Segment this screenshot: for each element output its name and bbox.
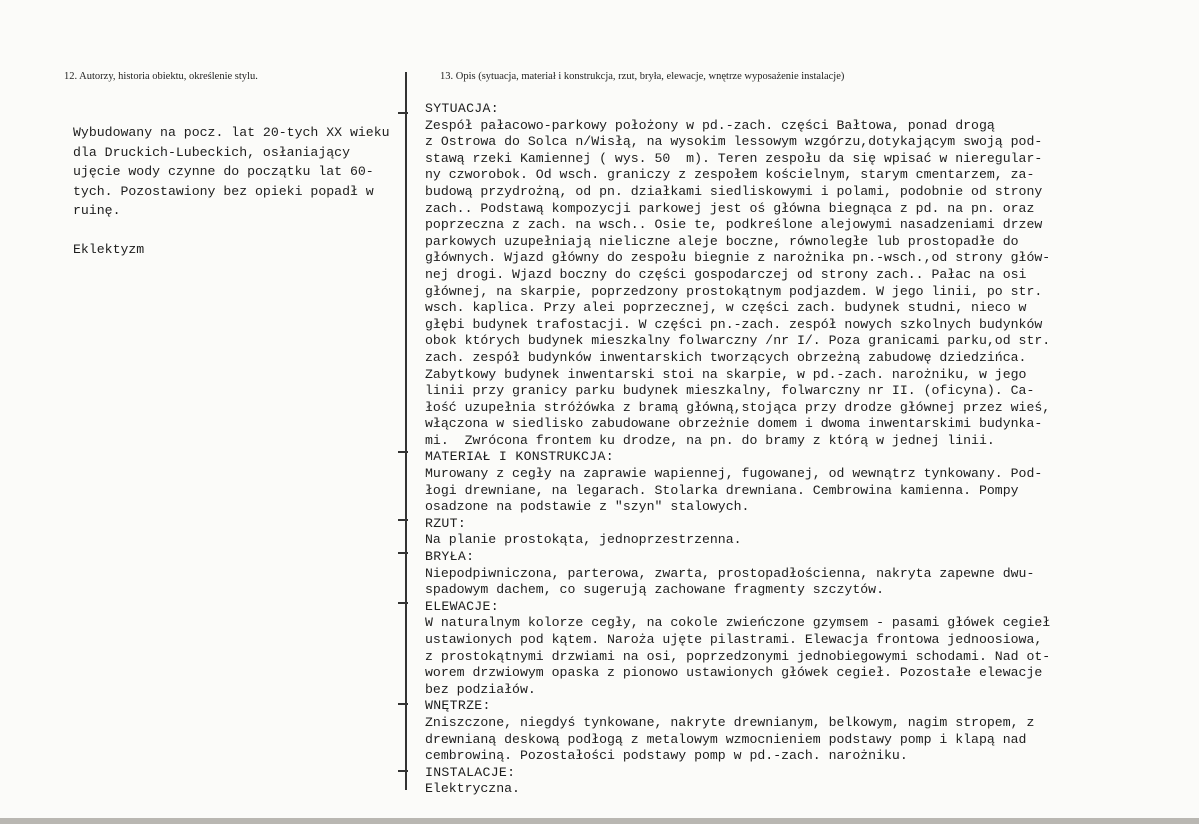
description-line: włączona w siedlisko zabudowane obrzeżnie domem i dwoma inwentarskimi budynka- (425, 416, 1043, 432)
section-tick-material (398, 451, 408, 453)
description-line: spadowym dachem, co sugerują zachowane fragmenty szczytów. (425, 582, 884, 598)
description-line: drewnianą deskową podłogą z metalowym wzmocnieniem podstawy pomp i klapą nad (425, 731, 1027, 747)
description-line: Na planie prostokąta, jednoprzestrzenna. (425, 532, 742, 548)
description-line: z prostokątnymi drzwiami na osi, poprzedzonymi jednobiegowymi schodami. Nad ot- (425, 648, 1051, 664)
section-label: RZUT: (425, 515, 467, 531)
description-line: osadzone na podstawie z "szyn" stalowych. (425, 499, 750, 515)
section-tick-rzut (398, 519, 408, 521)
history-column (73, 123, 391, 279)
section-label: WNĘTRZE: (425, 698, 491, 714)
description-line: z Ostrowa do Solca n/Wisłą, na wysokim lessowym wzgórzu,dotykającym swoją pod- (425, 134, 1043, 150)
description-line: nej drogi. Wjazd boczny do części gospodarczej od strony zach.. Pałac na osi (425, 266, 1027, 282)
history-paragraph: Wybudowany na pocz. lat 20-tych XX wieku dla Druckich-Lubeckich, osłaniający ujęcie wody czynne do początku lat 60-tych. Pozostawiony bez opieki popadł w ruinę. (73, 125, 390, 218)
description-line: W naturalnym kolorze cegły, na cokole zwieńczone gzymsem - pasami główek cegieł (425, 615, 1051, 631)
section-label: ELEWACJE: (425, 598, 499, 614)
section-12-heading: 12. Autorzy, historia obiektu, określenie stylu. (64, 71, 258, 82)
description-line: Murowany z cegły na zaprawie wapiennej, fugowanej, od wewnątrz tynkowany. Pod- (425, 466, 1043, 482)
description-line: wsch. kaplica. Przy alei poprzecznej, w części zach. budynek studni, nieco w (425, 300, 1027, 316)
section-tick-wnetrze (398, 703, 408, 705)
description-line: Zespół pałacowo-parkowy położony w pd.-zach. części Bałtowa, ponad drogą (425, 117, 995, 133)
section-tick-bryla (398, 552, 408, 554)
description-line: ustawionych pod kątem. Naroża ujęte pilastrami. Elewacja frontowa jednoosiowa, (425, 632, 1043, 647)
section-label: MATERIAŁ I KONSTRUKCJA: (425, 449, 614, 465)
section-tick-sytuacja (398, 112, 408, 114)
description-line: parkowych uzupełniają nieliczne aleje boczne, równoległe lub prostopadłe do (425, 233, 1019, 249)
description-line: głębi budynek trafostacji. W części pn.-zach. zespół nowych szkolnych budynków (425, 316, 1043, 332)
description-line: mi. Zwrócona frontem ku drodze, na pn. do bramy z którą w jednej linii. (425, 432, 995, 448)
description-line: zach. zespół budynków inwentarskich tworzących obrzeżną zabudowę dziedzińca. (425, 349, 1027, 365)
description-line: głównej, na skarpie, poprzedzony prostokątnym podjazdem. W jego linii, po str. (425, 283, 1043, 299)
description-line: obok których budynek mieszkalny folwarczny /nr I/. Poza granicami parku,od str. (425, 333, 1051, 349)
section-13-heading: 13. Opis (sytuacja, materiał i konstrukcja, rzut, bryła, elewacje, wnętrze wyposażenie instalacje) (440, 71, 845, 82)
description-line: głównych. Wjazd główny do zespołu biegnie z narożnika pn.-wsch.,od strony głów- (425, 250, 1051, 266)
section-label: SYTUACJA: (425, 101, 499, 116)
column-divider (405, 72, 407, 790)
section-tick-elewacje (398, 602, 408, 604)
section-label: BRYŁA: (425, 549, 475, 565)
section-label: INSTALACJE: (425, 764, 516, 780)
description-line: budową przydrożną, od pn. działkami siedliskowymi i polami, podobnie od strony (425, 183, 1043, 199)
description-line: stawą rzeki Kamiennej ( wys. 50 m). Teren zespołu da się wpisać w nieregular- (425, 150, 1043, 166)
description-line: cembrowiną. Pozostałości podstawy pomp w pd.-zach. narożniku. (425, 748, 908, 764)
description-line: Elektryczna. (425, 781, 520, 797)
scan-edge (0, 818, 1199, 824)
section-tick-instalacje (398, 770, 408, 772)
description-line: Zniszczone, niegdyś tynkowane, nakryte drewnianym, belkowym, nagim stropem, z (425, 714, 1035, 730)
description-line: bez podziałów. (425, 681, 536, 697)
description-line: Zabytkowy budynek inwentarski stoi na skarpie, w pd.-zach. narożniku, w jego (425, 366, 1027, 382)
description-line: łość uzupełnia stróżówka z bramą główną,stojąca przy drodze głównej przez wieś, (425, 399, 1051, 415)
description-line: ny czworobok. Od wsch. graniczy z zespołem kościelnym, starym cmentarzem, za- (425, 167, 1035, 183)
description-line: poprzeczna z zach. na wsch.. Osie te, podkreślone alejowymi nasadzeniami drzew (425, 217, 1043, 233)
description-line: worem drzwiowym opaska z pionowo ustawionych główek cegieł. Pozostałe elewacje (425, 665, 1043, 681)
style-label: Eklektyzm (73, 242, 145, 257)
description-column (425, 101, 1185, 798)
description-line: Niepodpiwniczona, parterowa, zwarta, prostopadłościenna, nakryta zapewne dwu- (425, 565, 1035, 581)
description-line: łogi drewniane, na legarach. Stolarka drewniana. Cembrowina kamienna. Pompy (425, 482, 1019, 498)
description-line: zach.. Podstawą kompozycji parkowej jest oś główna biegnąca z pd. na pn. oraz (425, 200, 1035, 216)
description-line: linii przy granicy parku budynek mieszkalny, folwarczny nr II. (oficyna). Ca- (425, 383, 1035, 399)
